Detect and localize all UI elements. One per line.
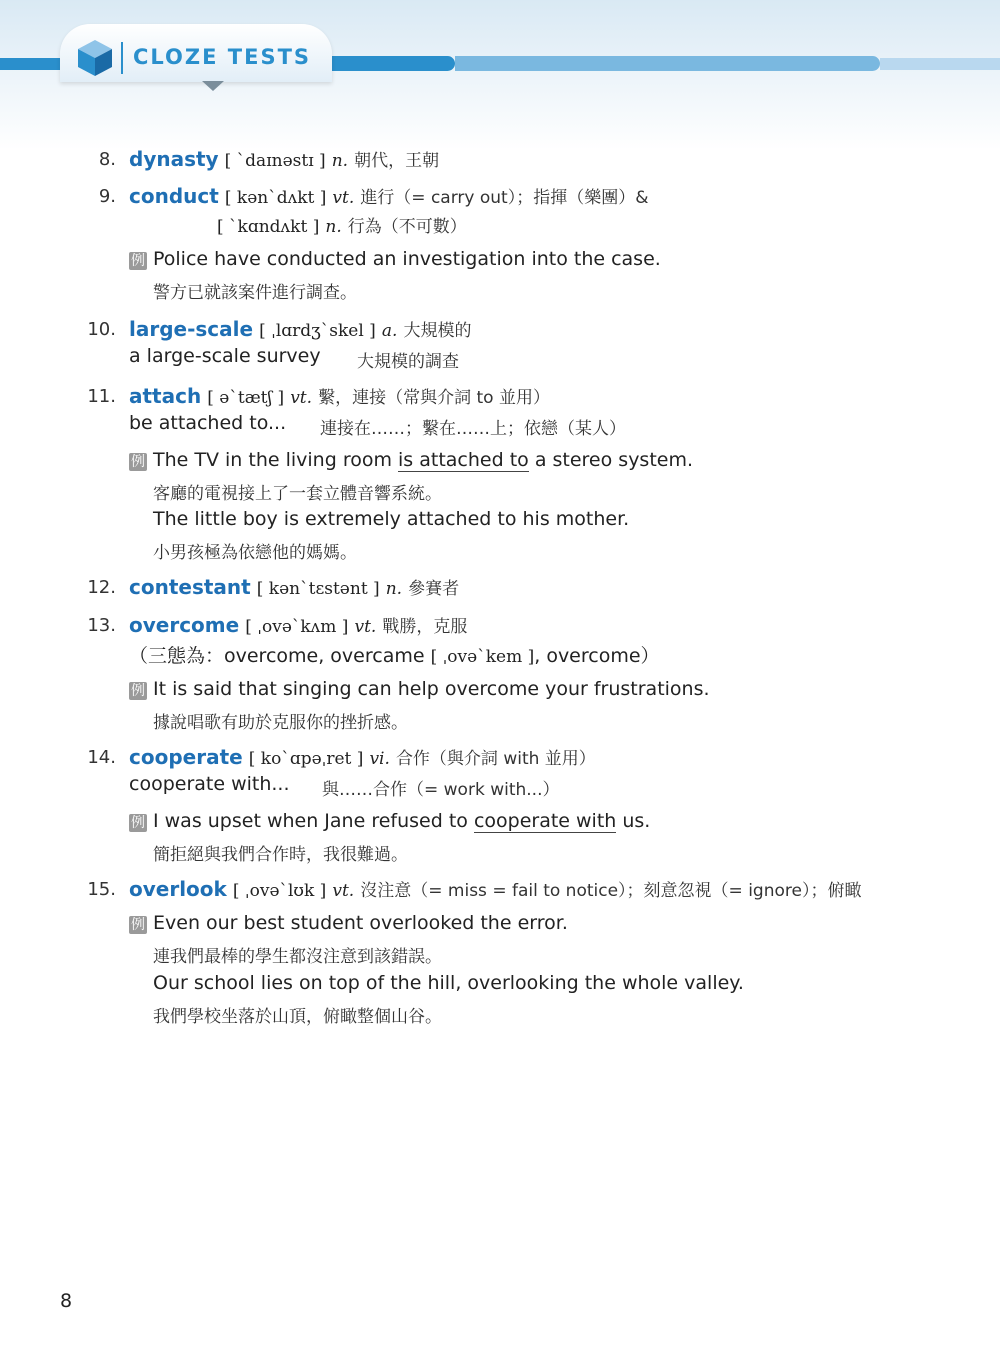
part-of-speech: n. [325,217,342,237]
example-text: I was upset when Jane refused to [153,810,474,832]
headword: overlook [129,877,227,901]
definition: 大規模的 [403,321,472,341]
entry-number: 14. [87,747,116,768]
definition: 參賽者 [408,579,460,599]
phonetic: [ ˋkɑndʌkt ] [217,217,320,237]
phonetic: [ ˌlɑrdʒˋskel ] [259,321,376,341]
entry-headline [129,612,467,637]
phonetic: [ əˋtætʃ ] [207,388,285,408]
entry-number: 15. [87,879,116,900]
header-bar-dark [330,56,455,71]
usage-phrase: be attached to... [129,412,287,434]
example-icon: 例 [131,815,145,831]
phonetic: [ kənˋtɛstənt ] [256,579,380,599]
verb-forms-text: , overcome） [534,645,660,667]
example-translation: 簡拒絕與我們合作時，我很難過。 [153,845,408,865]
entry-headline [129,574,459,599]
example-translation: 據說唱歌有助於克服你的挫折感。 [153,713,408,733]
part-of-speech: vt. [332,881,355,901]
headword: large-scale [129,317,254,341]
definition: 合作（與介詞 with 並用） [395,749,596,769]
cube-icon [76,38,114,78]
entry-number: 8. [98,149,116,170]
example-translation-1: 客廳的電視接上了一套立體音響系統。 [153,484,442,504]
example-icon: 例 [131,917,145,933]
example-icon: 例 [131,454,145,470]
definition: 沒注意（= miss = fail to notice）；刻意忽視（= ignore）；俯瞰 [360,881,862,901]
definition: 行為（不可數） [347,217,467,237]
tab-notch [202,81,224,91]
entry-headline [129,183,648,208]
underlined-phrase: is attached to [398,449,529,471]
header-bar-light [455,56,880,71]
example-translation-2: 小男孩極為依戀他的媽媽。 [153,543,357,563]
example-sentence-2: Our school lies on top of the hill, overlooking the whole valley. [153,972,744,994]
definition: 戰勝，克服 [382,617,468,637]
example-translation-1: 連我們最棒的學生都沒注意到該錯誤。 [153,947,442,967]
phonetic: [ ˌovəˋkem ] [430,647,535,667]
example-sentence-2: The little boy is extremely attached to his mother. [153,508,630,530]
phonetic: [ koˋɑpəˌret ] [248,749,364,769]
definition: 朝代，王朝 [354,151,440,171]
entry-headline [129,316,471,341]
example-text: us. [616,810,651,832]
usage-phrase-translation: 與……合作（= work with...） [322,780,560,800]
example-text: The TV in the living room [153,449,399,471]
phonetic: [ ˌovəˋlʊk ] [232,881,327,901]
entry-headline [129,876,861,901]
part-of-speech: vt. [354,617,377,637]
verb-forms-text: （三態為：overcome, overcame [129,645,431,667]
underlined-phrase: cooperate with [473,810,617,832]
example-translation: 警方已就該案件進行調查。 [153,283,357,303]
entry-headline [129,383,550,408]
part-of-speech: n. [331,151,349,171]
usage-phrase-translation: 連接在……；繫在……上；依戀（某人） [320,419,626,439]
usage-phrase-translation: 大規模的調查 [357,352,459,372]
example-sentence [153,810,650,832]
part-of-speech: n. [385,579,403,599]
header-bar-lighter [880,58,1000,70]
headword: dynasty [129,147,219,171]
example-sentence: Police have conducted an investigation into the case. [153,248,661,270]
entry-number: 10. [87,319,116,340]
example-translation-2: 我們學校坐落於山頂，俯瞰整個山谷。 [153,1007,442,1027]
entry-headline [129,146,439,171]
entry-number: 9. [98,186,116,207]
headword: overcome [129,613,240,637]
part-of-speech: vt. [290,388,313,408]
headword: contestant [129,575,251,599]
usage-phrase: a large-scale survey [129,345,321,367]
phonetic: [ ˋdaɪnəstɪ ] [224,151,326,171]
part-of-speech: vt. [332,188,355,208]
headword: attach [129,384,202,408]
entry-second-sense [217,212,467,237]
example-sentence-1: Even our best student overlooked the error. [153,912,568,934]
page-number: 8 [60,1290,73,1312]
phonetic: [ kənˋdʌkt ] [224,188,327,208]
section-title: CLOZE TESTS [133,45,312,69]
entry-headline [129,744,596,769]
headword: conduct [129,184,219,208]
example-sentence-1 [153,449,693,471]
example-sentence: It is said that singing can help overcome your frustrations. [153,678,710,700]
example-text: a stereo system. [528,449,694,471]
tab-separator [121,42,123,74]
usage-phrase: cooperate with... [129,773,290,795]
entry-number: 11. [87,386,116,407]
verb-forms [129,641,660,668]
headword: cooperate [129,745,243,769]
phonetic: [ ˌovəˋkʌm ] [245,617,349,637]
part-of-speech: vi. [369,749,390,769]
definition: 進行（= carry out）；指揮（樂團）& [360,188,649,208]
example-icon: 例 [131,253,145,269]
entry-number: 12. [87,577,116,598]
definition: 繫，連接（常與介詞 to 並用） [318,388,550,408]
entry-number: 13. [87,615,116,636]
part-of-speech: a. [381,321,398,341]
example-icon: 例 [131,683,145,699]
